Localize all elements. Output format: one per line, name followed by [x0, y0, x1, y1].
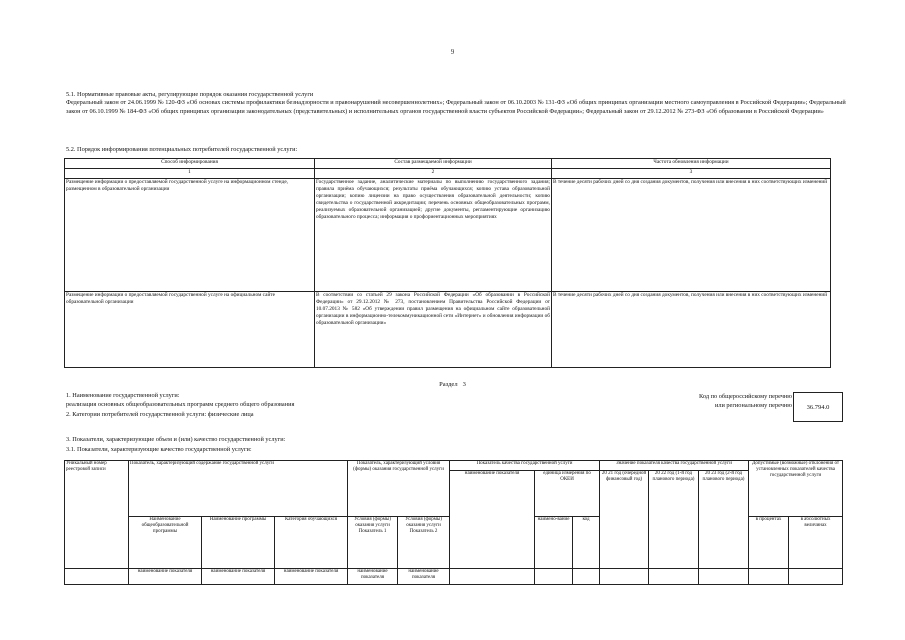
- year-3-header: 20 23 год (2-й год планового периода): [699, 471, 749, 569]
- deviations-header: Допустимые (возможные) отклонения от установленных показателей качества государственной услуги: [749, 461, 843, 517]
- content-indicator-header: Показатель, характеризующий содержание государственной услуги: [129, 461, 348, 517]
- name-label-cell: наименование показателя: [275, 569, 348, 585]
- frequency-cell: В течение десяти рабочих дней со дня создания документов, получения или внесения в них соответствующих изменений: [552, 292, 831, 368]
- empty-cell: [749, 569, 789, 585]
- year-1-header: 20 21 год (очередной финансовый год): [600, 471, 649, 569]
- condition-1-header: Условия (формы) оказания услуги Показатель 1: [348, 517, 398, 569]
- program-header: Наименование программы: [202, 517, 275, 569]
- table-row: [65, 179, 831, 292]
- quality-indicators-table: [64, 460, 843, 585]
- column-number: 3: [552, 169, 831, 179]
- empty-cell: [699, 569, 749, 585]
- empty-cell: [789, 569, 843, 585]
- section-3-1-title: 3.1. Показатели, характеризующие качество государственной услуги:: [66, 446, 252, 453]
- year-2-header: 20 22 год (1-й год планового периода): [649, 471, 699, 569]
- quality-values-header: Значение показателя качества государственной услуги: [600, 461, 749, 471]
- header-method: Способ информирования: [65, 159, 315, 169]
- program-name-header: Наименование общеобразовательной программы: [129, 517, 202, 569]
- section-5-2-title: 5.2. Порядок информирования потенциальных потребителей государственной услуги:: [66, 146, 298, 153]
- absolute-header: в абсолютных величинах: [789, 517, 843, 569]
- information-table: [64, 158, 831, 368]
- empty-cell: [65, 569, 129, 585]
- conditions-indicator-header: Показатель, характеризующий условия (формы) оказания государственной услуги: [348, 461, 450, 517]
- unit-name-header: наимено-вание: [535, 517, 573, 569]
- section-5-1: [66, 91, 846, 116]
- empty-cell: [649, 569, 699, 585]
- unique-number-header: Уникальный номер реестровой записи: [65, 461, 129, 569]
- method-cell: Размещение информации о предоставляемой государственной услуге на официальном сайте образовательной организации: [65, 292, 315, 368]
- quality-indicator-header: Показатель качества государственной услуги: [450, 461, 600, 471]
- section-5-1-text: Федеральный закон от 24.06.1999 № 120-ФЗ «Об основах системы профилактики безнадзорности и правонарушений несовершеннолетних»; Федеральный закон от 06.10.2003 № 131-ФЗ «Об общих принципах организации местного самоуправления в Российской Федерации»; Федеральный закон от 06.10.1999 № 184-ФЗ «Об общих принципах организации законодательных (представительных) и исполнительных органов государственной власти субъектов Российской Федерации»; Федеральный закон от 29.12.2012 № 273-ФЗ «Об образовании в Российской Федерации»: [66, 99, 846, 115]
- service-name: реализация основных общеобразовательных программ среднего общего образования: [66, 401, 295, 408]
- header-frequency: Частота обновления информации: [552, 159, 831, 169]
- section-3-title: 3. Показатели, характеризующие объем и (или) качество государственной услуги:: [66, 436, 286, 443]
- empty-cell: [535, 569, 573, 585]
- service-name-label: 1. Наименование государственной услуги:: [66, 392, 180, 399]
- student-category-header: Категория обучающихся: [275, 517, 348, 569]
- name-label-cell: наименование показателя: [348, 569, 398, 585]
- header-content: Состав размещаемой информации: [315, 159, 552, 169]
- name-label-cell: наименование показателя: [202, 569, 275, 585]
- empty-cell: [573, 569, 600, 585]
- column-number: 2: [315, 169, 552, 179]
- page-number: 9: [450, 48, 455, 56]
- unit-code-header: код: [573, 517, 600, 569]
- section-5-1-title: 5.1. Нормативные правовые акты, регулирующие порядок оказания государственной услуги: [66, 91, 314, 98]
- content-cell: В соответствии со статьей 29 закона Российской Федерации «Об образовании в Российской Федерации» от 29.12.2012 № 273, постановлением Правительства Российской Федерации от 10.07.2013 № 582 «Об утверждении правил размещения на официальном сайте образовательной организации в информационно-телекоммуникационной сети «Интернет» и обновления информации об образовательной организации»: [315, 292, 552, 368]
- empty-cell: [600, 569, 649, 585]
- section-number: 3: [462, 381, 466, 388]
- frequency-cell: В течение десяти рабочих дней со дня создания документов, получения или внесения в них соответствующих изменений: [552, 179, 831, 292]
- table-row: [65, 292, 831, 368]
- section-heading: [0, 381, 905, 388]
- empty-cell: [450, 569, 535, 585]
- name-label-cell: наименование показателя: [398, 569, 450, 585]
- indicator-name-header: наименование показателя: [450, 471, 535, 569]
- name-label-cell: наименование показателя: [129, 569, 202, 585]
- code-label: Код по общероссийскому перечню или региональному перечню: [699, 393, 792, 410]
- unit-header: единица измерения по ОКЕИ: [535, 471, 600, 517]
- content-cell: Государственное задание, аналитические материалы по выполнению государственного задания; правила приёма обучающихся; результаты приёма обучающихся; копию устава образовательной организации; копию лицензии на право осуществления образовательной деятельности; копию свидетельства о государственной аккредитации; перечень основных общеобразовательных программ, реализуемых образовательной организацией; другие документы, регламентирующие организацию образовательного процесса; информация о профориентационных мероприятиях: [315, 179, 552, 292]
- method-cell: Размещение информации о предоставляемой государственной услуге на информационном стенде, размещенном в образовательной организации: [65, 179, 315, 292]
- condition-2-header: Условия (формы) оказания услуги Показатель 2: [398, 517, 450, 569]
- code-box: 36.794.0: [793, 392, 843, 422]
- section-label: Раздел: [439, 381, 458, 388]
- consumer-category: 2. Категории потребителей государственной услуги: физические лица: [66, 411, 254, 418]
- column-number: 1: [65, 169, 315, 179]
- percent-header: в процентах: [749, 517, 789, 569]
